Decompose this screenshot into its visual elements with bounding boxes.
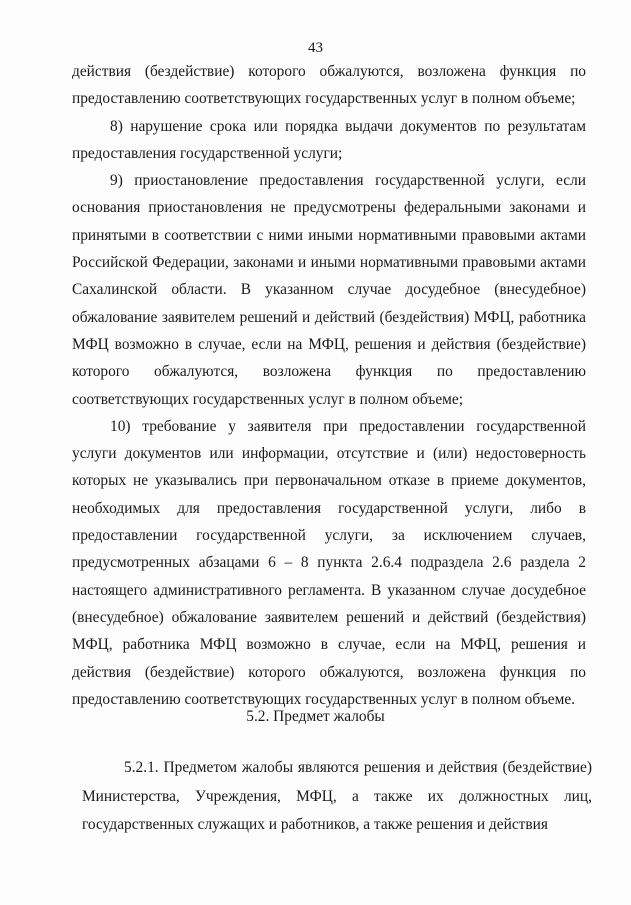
- section-heading: 5.2. Предмет жалобы: [246, 708, 385, 725]
- page-number: 43: [308, 40, 323, 56]
- body-text: [72, 58, 586, 713]
- paragraph-item-9: 9) приостановление предоставления государственной услуги, если основания приостановления не предусмотрены федеральными законами и принятыми в соответствии с ними иными нормативными правовыми актами Российской Федерации, законами и иными нормативными правовыми актами Сахалинской области. В указанном случае досудебное (внесудебное) обжалование заявителем решений и действий (бездействия) МФЦ, работника МФЦ возможно в случае, если на МФЦ, решения и действия (бездействие) которого обжалуются, возложена функция по предоставлению соответствующих государственных услуг в полном объеме;: [72, 172, 586, 408]
- paragraph-item-8: 8) нарушение срока или порядка выдачи документов по результатам предоставления государственной услуги;: [72, 117, 586, 162]
- section-body: [82, 754, 592, 840]
- paragraph-5-2-1: 5.2.1. Предметом жалобы являются решения и действия (бездействие) Министерства, Учреждения, МФЦ, а также их должностных лиц, государственных служащих и работников, а также решения и действия: [82, 759, 592, 833]
- paragraph-item-10: 10) требование у заявителя при предоставлении государственной услуги документов или информации, отсутствие и (или) недостоверность которых не указывались при первоначальном отказе в приеме документов, необходимых для предоставления государственной услуги, либо в предоставлении государственной услуги, за исключением случаев, предусмотренных абзацами 6 – 8 пункта 2.6.4 подраздела 2.6 раздела 2 настоящего административного регламента. В указанном случае досудебное (внесудебное) обжалование заявителем решений и действий (бездействия) МФЦ, работника МФЦ возможно в случае, если на МФЦ, решения и действия (бездействие) которого обжалуются, возложена функция по предоставлению соответствующих государственных услуг в полном объеме.: [72, 417, 586, 708]
- paragraph-continuation: действия (бездействие) которого обжалуются, возложена функция по предоставлению соответствующих государственных услуг в полном объеме;: [72, 63, 586, 108]
